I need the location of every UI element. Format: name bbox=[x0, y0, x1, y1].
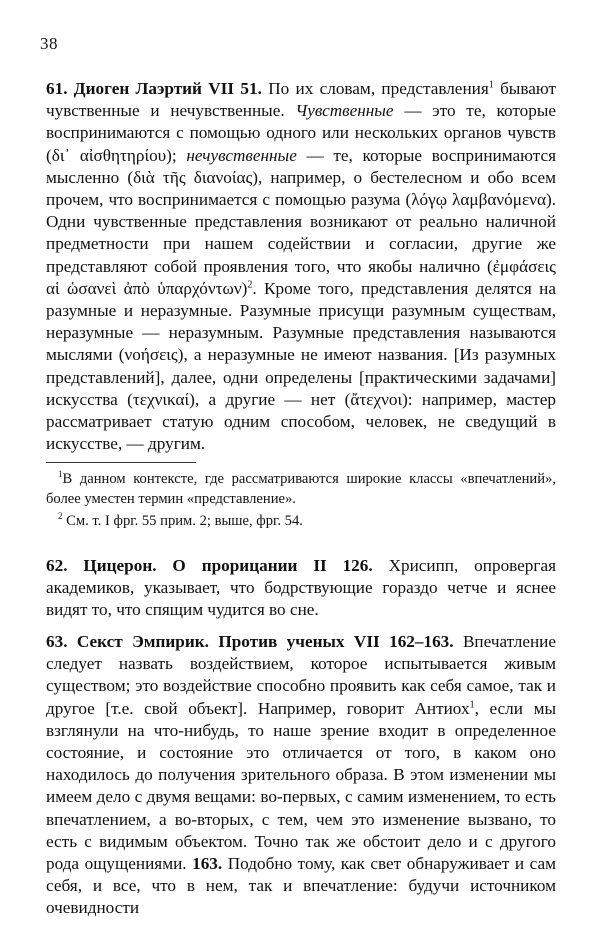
fragment-63 bbox=[46, 631, 556, 920]
footnote-divider bbox=[46, 462, 196, 463]
fragment-62-text: Хрисипп, опровергая академиков, указывает, что бодрствующие гораздо четче и яснее видят то, что спящим чудится во сне. bbox=[46, 556, 556, 620]
footnote-text: См. т. I фрг. 55 прим. 2; выше, фрг. 54. bbox=[62, 513, 303, 529]
fragment-63-text: Подобно тому, как свет обнаруживает и сам себя, и все, что в нем, так и впечатление: будучи источником очевидности bbox=[46, 854, 556, 918]
footnote-ref-1: 1 bbox=[488, 79, 494, 91]
fragment-61-term: нечувственные bbox=[186, 145, 297, 165]
footnote bbox=[46, 469, 556, 509]
page-number: 38 bbox=[40, 34, 58, 53]
fragment-62 bbox=[46, 555, 556, 622]
fragment-62-heading: 62. Цицерон. О прорицании II 126. bbox=[46, 556, 373, 575]
fragment-61-heading: 61. Диоген Лаэртий VII 51. bbox=[46, 79, 262, 98]
footnote-ref-1: 1 bbox=[469, 698, 475, 710]
footnote-text: В данном контексте, где рассматриваются широкие классы «впечатлений», более уместен термин «представление». bbox=[46, 471, 556, 507]
fragment-61-text: бывают чувственные и нечувственные. bbox=[46, 79, 557, 121]
footnotes bbox=[46, 462, 556, 533]
footnote-ref-2: 2 bbox=[247, 279, 253, 291]
fragment-61-text: По их словам, представления bbox=[261, 79, 489, 98]
fragment-63-paragraph bbox=[46, 631, 556, 920]
fragment-61 bbox=[46, 78, 556, 455]
fragment-61-text: — те, которые воспринимаются мысленно (διὰ τῆς διανοίας), например, о бестелесном и обо всем прочем, что воспринимается с помощью разума (λόγῳ λαμβανόμενα). Одни чувственные представления возникают от реально наличной предметности при нашем содействии и согласии, другие же представляют собой проявления того, что якобы налично (ἐμφάσεις αἱ ὡσανεὶ ἀπὸ ὑπαρχόντων) bbox=[46, 145, 556, 298]
fragment-61-term: Чувственные bbox=[295, 101, 394, 121]
fragment-63-text: , если мы взглянули на что-нибудь, то наше зрение входит в определенное состояние, и состояние это отличается от того, в каком оно находилось до получения зрительного образа. В этом изменении мы имеем дело с двумя вещами: во-первых, с самим изменением, то есть впечатлением, а во-вторых, с тем, чем это изменение вызвано, то есть с видимым объектом. Точно так же обстоит дело и с другого рода ощущениями. bbox=[46, 698, 556, 874]
fragment-62-paragraph bbox=[46, 555, 556, 622]
footnote-mark: 1 bbox=[58, 469, 63, 480]
fragment-163-heading: 163. bbox=[192, 854, 223, 874]
footnote-mark: 2 bbox=[58, 511, 63, 522]
fragment-61-text: — это те, которые воспринимаются с помощью одного или нескольких органов чувств (δι᾽ αἰσθητηρίου); bbox=[46, 101, 557, 165]
fragment-61-text: . Кроме того, представления делятся на разумные и неразумные. Разумные присущи разумным существам, неразумные — неразумным. Разумные представления называются мыслями (νοήσεις), а неразумные не имеют названия. [Из разумных представлений], далее, одни определены [практическими задачами] искусства (τεχνικαί), а другие — нет (ἄτεχνοι): например, мастер рассматривает статую одним способом, человек, не сведущий в искусстве, — другим. bbox=[46, 278, 556, 454]
fragment-63-heading: 63. Секст Эмпирик. Против ученых VII 162–163. bbox=[46, 632, 454, 651]
footnote bbox=[46, 511, 556, 531]
fragment-61-paragraph bbox=[46, 78, 556, 455]
fragment-63-text: Впечатление следует назвать воздействием, которое испытывается живым существом; это воздействие способно проявить как себя самое, так и другое [т.е. свой объект]. Например, говорит Антиох bbox=[46, 632, 556, 718]
